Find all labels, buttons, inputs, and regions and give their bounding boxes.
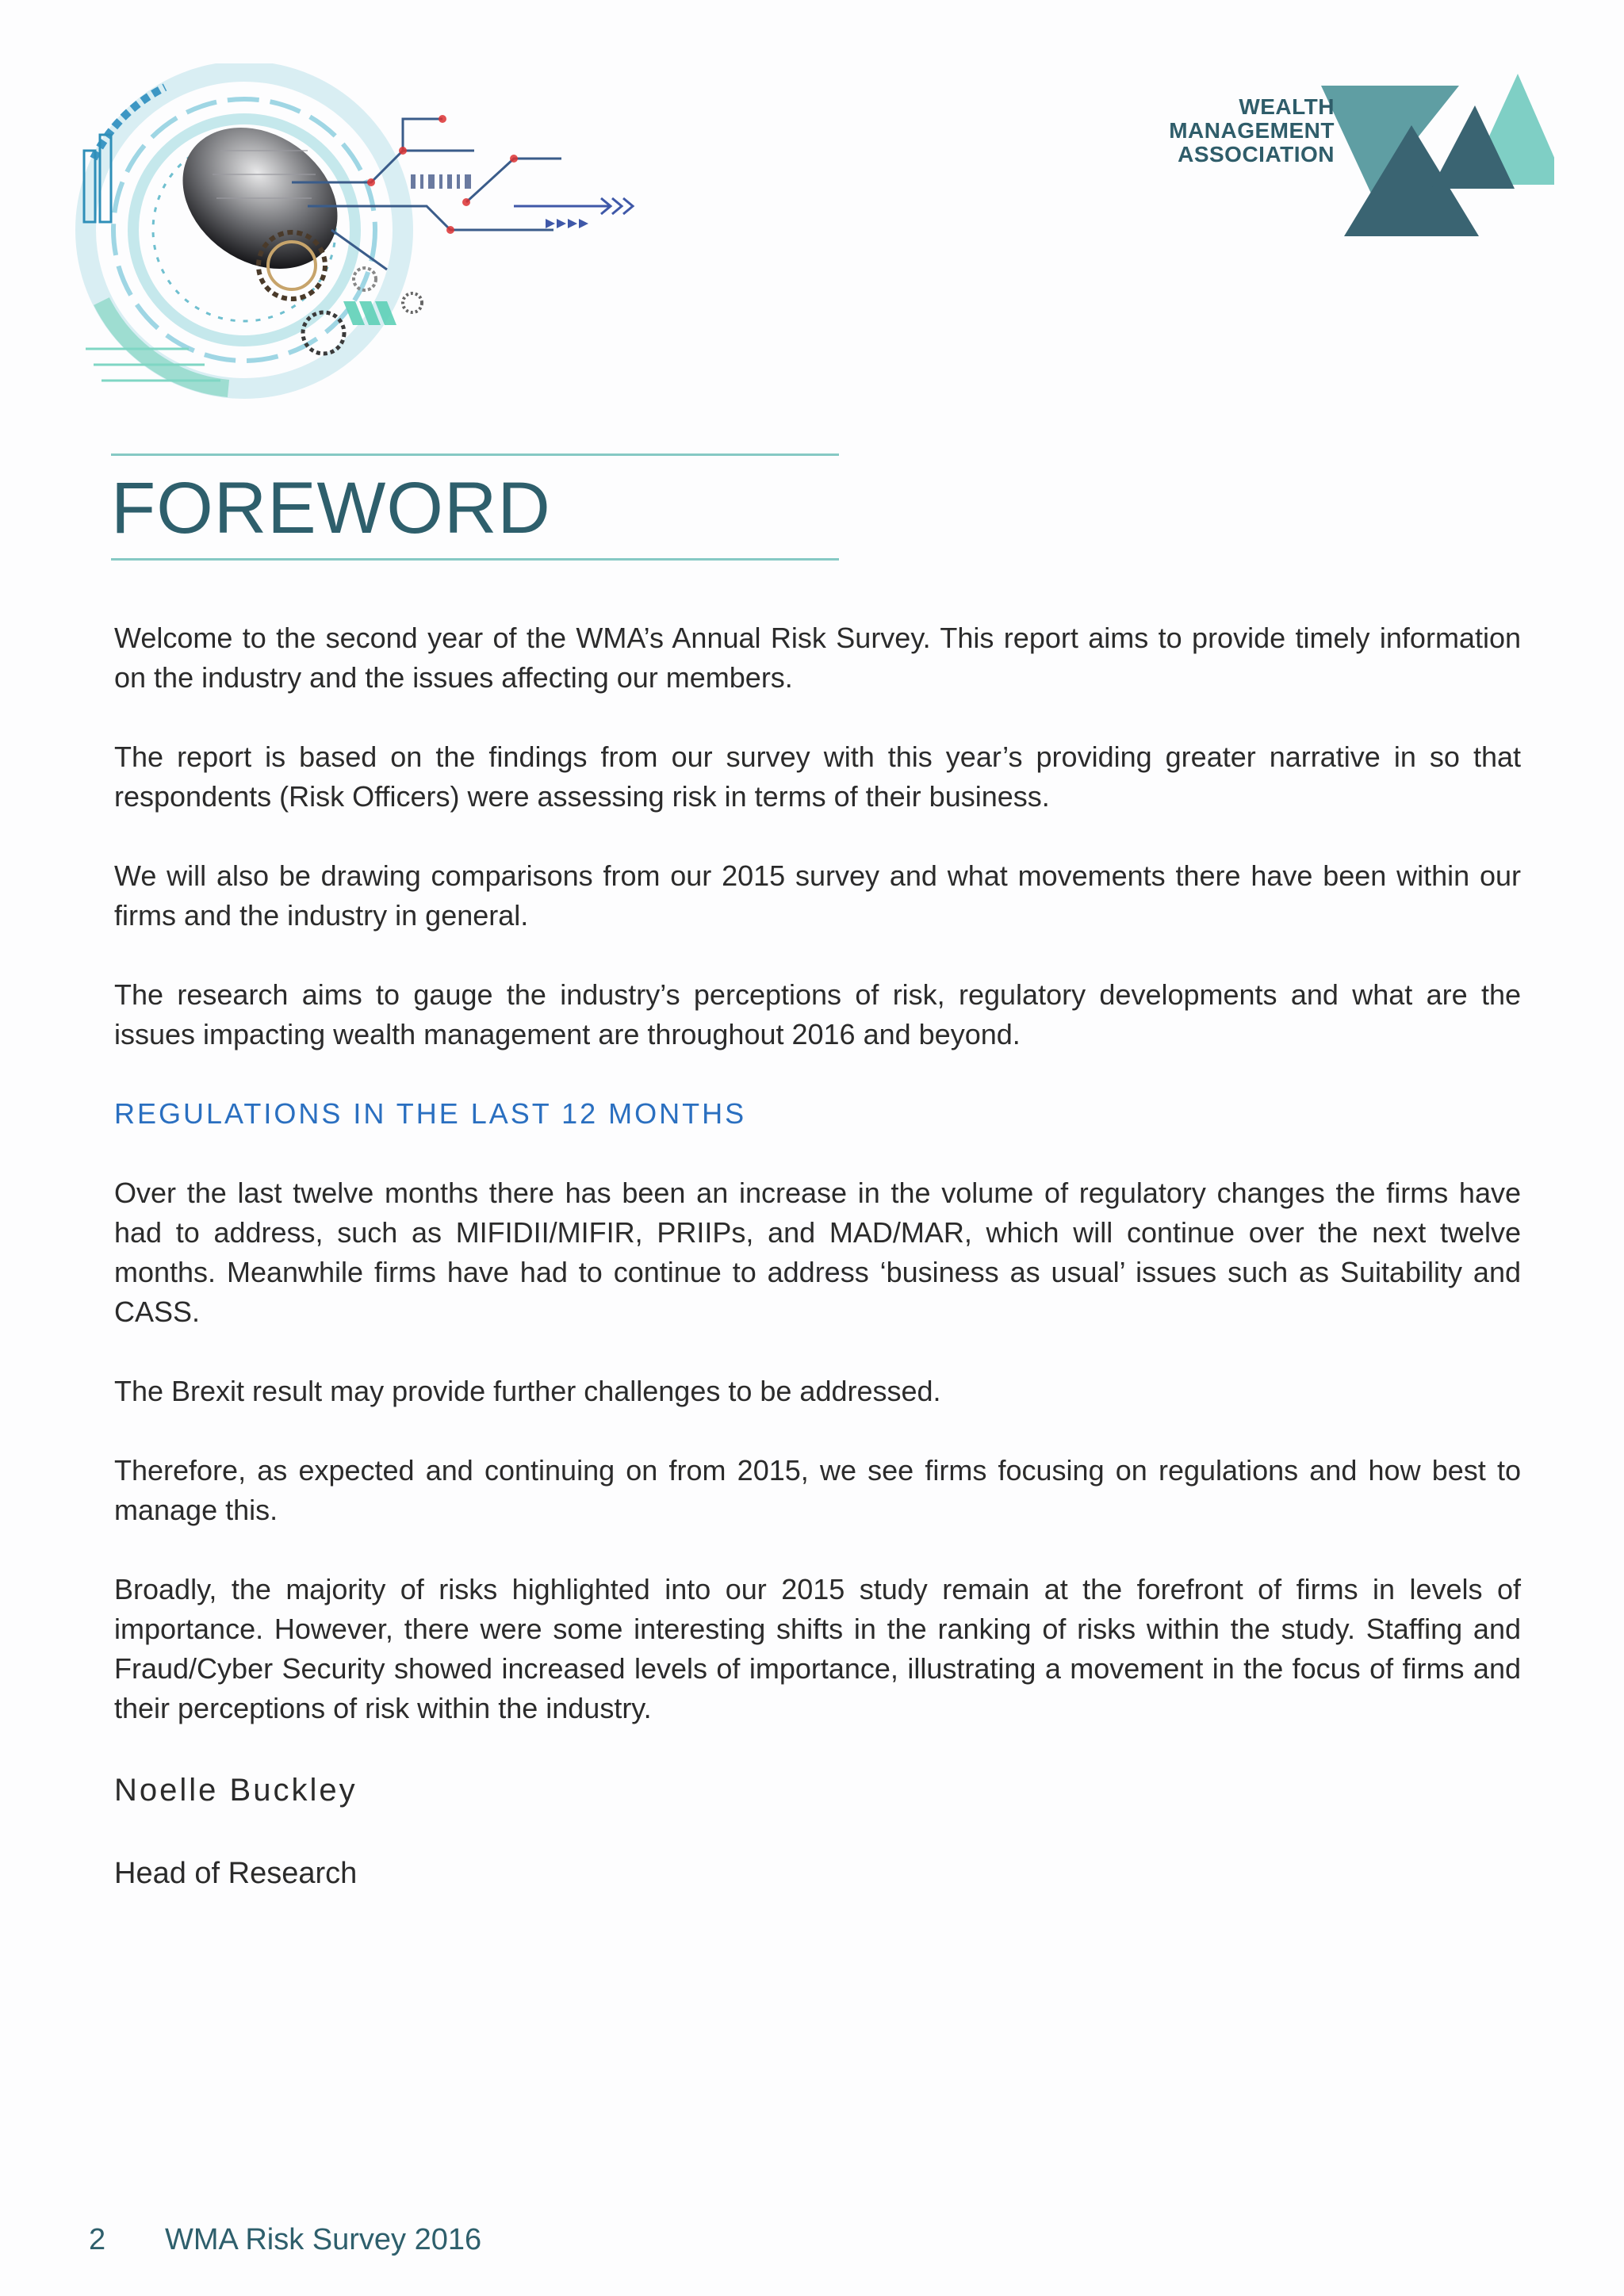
page-footer	[89, 2220, 481, 2260]
section-heading-regulations: REGULATIONS IN THE LAST 12 MONTHS	[114, 1097, 747, 1130]
publication-title: WMA Risk Survey 2016	[165, 2223, 482, 2256]
page-number: 2	[89, 2223, 106, 2256]
signature-name: Noelle Buckley	[114, 1773, 358, 1808]
technology-circuit-graphic	[70, 63, 641, 404]
logo-line-wealth: WEALTH	[1239, 94, 1335, 119]
intro-paragraph-4: The research aims to gauge the industry’s perceptions of risk, regulatory developments and what are the issues impacting wealth management are throughout 2016 and beyond.	[114, 978, 1521, 1050]
regulations-paragraph-1: Over the last twelve months there has been an increase in the volume of regulatory changes the firms have had to address, such as MIFIDII/MIFIR, PRIIPs, and MAD/MAR, which will continue over the next twelve months. Meanwhile firms have had to continue to address ‘business as usual’ issues such as Suitability and CASS.	[114, 1177, 1521, 1328]
intro-paragraph-2: The report is based on the findings from our survey with this year’s providing greater narrative in so that respondents (Risk Officers) were assessing risk in terms of their business.	[114, 740, 1521, 813]
title-rule-top	[111, 453, 839, 456]
wma-logo-text	[1169, 95, 1335, 166]
title-rule-bottom	[111, 558, 839, 561]
logo-line-association: ASSOCIATION	[1178, 142, 1335, 166]
signature-block	[114, 1768, 1521, 1895]
foreword-body	[114, 618, 1521, 1934]
regulations-paragraph-4: Broadly, the majority of risks highlighted into our 2015 study remain at the forefront of firms in levels of importance. However, there were some interesting shifts in the ranking of risks within the study. Staffing and Fraud/Cyber Security showed increased levels of importance, illustrating a movement in the focus of firms and their perceptions of risk within the industry.	[114, 1573, 1521, 1724]
intro-paragraph-3: We will also be drawing comparisons from our 2015 survey and what movements there have been within our firms and the industry in general.	[114, 859, 1521, 932]
regulations-paragraph-3: Therefore, as expected and continuing on from 2015, we see firms focusing on regulations and how best to manage this.	[114, 1454, 1521, 1526]
signature-role: Head of Research	[114, 1857, 358, 1890]
regulations-paragraph-2: The Brexit result may provide further challenges to be addressed.	[114, 1375, 941, 1407]
intro-paragraph-1: Welcome to the second year of the WMA’s Annual Risk Survey. This report aims to provide timely information on the industry and the issues affecting our members.	[114, 622, 1521, 694]
page-title: FOREWORD	[111, 468, 551, 549]
logo-line-management: MANAGEMENT	[1169, 118, 1335, 143]
